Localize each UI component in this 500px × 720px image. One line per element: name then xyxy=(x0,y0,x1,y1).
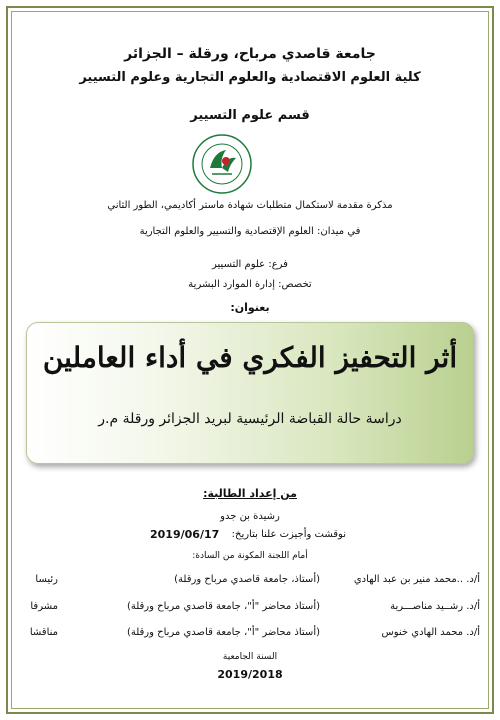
thesis-title: أثر التحفيز الفكري في أداء العاملين xyxy=(42,341,458,374)
university-seal-icon xyxy=(192,134,252,194)
jury-name: أ/د. رشــيد مناصـــرية xyxy=(390,601,480,612)
academic-year: 2019/2018 xyxy=(217,668,283,681)
jury-role: مناقشا xyxy=(29,627,58,638)
academic-year-label: السنة الجامعية xyxy=(222,652,278,662)
jury-name: أ/د. محمد الهادي خنوس xyxy=(381,627,480,638)
student-label: من إعداد الطالبة: xyxy=(203,487,297,500)
defense-date: 2019/06/17 xyxy=(150,528,220,541)
thesis-field: في ميدان: العلوم الإقتصادية والتسيير والعلوم التجارية xyxy=(139,226,361,237)
title-banner xyxy=(26,322,474,464)
jury-affiliation: (أستاذ محاضر "أ"، جامعة قاصدي مرباح ورقلة) xyxy=(126,601,320,612)
thesis-specialty: تخصص: إدارة الموارد البشرية xyxy=(188,279,312,290)
department-name: قسم علوم التسيير xyxy=(190,108,310,123)
jury-row-examiner xyxy=(18,627,480,647)
committee-label: أمام اللجنة المكونة من السادة: xyxy=(192,551,308,561)
thesis-branch: فرع: علوم التسيير xyxy=(212,259,288,270)
jury-row-president xyxy=(18,574,480,594)
title-label: بعنوان: xyxy=(230,301,270,314)
student-name: رشيدة بن جدو xyxy=(220,511,280,522)
thesis-subtitle: دراسة حالة القباضة الرئيسية لبريد الجزائر ورقلة م.ر xyxy=(98,411,402,427)
defense-text: نوقشت وأجيزت علنا بتاريخ: xyxy=(231,529,346,540)
jury-role: رئيسا xyxy=(35,574,58,585)
university-name: جامعة قاصدي مرباح، ورقلة – الجزائر xyxy=(124,46,376,62)
thesis-purpose: مذكرة مقدمة لاستكمال متطلبات شهادة ماستر أكاديمي، الطور الثاني xyxy=(107,200,393,211)
jury-name: أ/د. ..محمد منير بن عبد الهادي xyxy=(353,574,480,585)
jury-affiliation: (أستاذ، جامعة قاصدي مرباح ورقلة) xyxy=(174,574,320,585)
jury-row-supervisor xyxy=(18,601,480,621)
faculty-name: كلية العلوم الاقتصادية والعلوم التجارية وعلوم التسيير xyxy=(79,70,421,85)
jury-affiliation: (أستاذ محاضر "أ"، جامعة قاصدي مرباح ورقلة) xyxy=(126,627,320,638)
jury-role: مشرفا xyxy=(30,601,58,612)
